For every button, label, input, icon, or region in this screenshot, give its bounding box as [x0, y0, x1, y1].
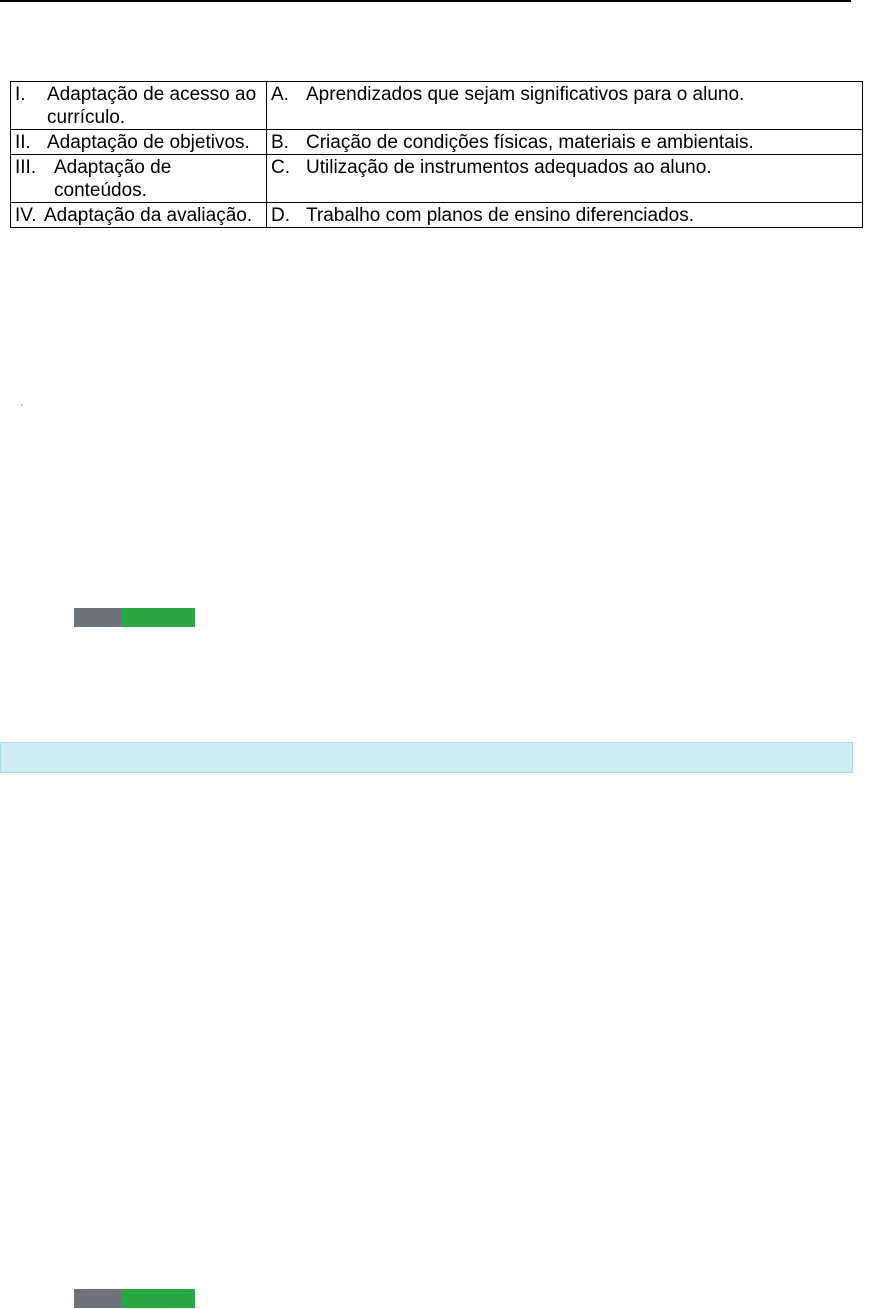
right-cell	[267, 82, 863, 130]
right-cell	[267, 203, 863, 228]
matching-table	[10, 81, 863, 228]
item-text: Criação de condições físicas, materiais e ambientais.	[306, 132, 754, 153]
left-cell	[11, 203, 267, 228]
progress-segment-green	[121, 1289, 195, 1308]
item-text: Adaptação de objetivos.	[47, 132, 250, 153]
progress-bar	[74, 1289, 195, 1308]
progress-bar	[74, 608, 195, 627]
left-cell	[11, 82, 267, 130]
table-row	[11, 130, 863, 155]
item-text: Adaptação de conteúdos.	[54, 157, 172, 201]
item-text: Trabalho com planos de ensino diferenciados.	[306, 205, 694, 226]
item-letter: D.	[271, 205, 290, 226]
table-row	[11, 82, 863, 130]
item-number: II.	[15, 132, 31, 153]
right-cell	[267, 130, 863, 155]
item-text: Aprendizados que sejam significativos para o aluno.	[306, 84, 745, 105]
table-row	[11, 203, 863, 228]
item-letter: B.	[271, 132, 289, 153]
item-text: Utilização de instrumentos adequados ao aluno.	[306, 157, 712, 178]
progress-segment-green	[121, 608, 195, 627]
progress-segment-gray	[74, 608, 121, 627]
item-text: Adaptação de acesso ao currículo.	[47, 84, 257, 128]
item-letter: C.	[271, 157, 290, 178]
top-rule	[0, 0, 851, 2]
stray-mark	[21, 404, 23, 406]
item-letter: A.	[271, 84, 289, 105]
item-text: Adaptação da avaliação.	[44, 205, 253, 226]
item-number: I.	[15, 84, 26, 105]
left-cell	[11, 130, 267, 155]
right-cell	[267, 155, 863, 203]
progress-segment-gray	[74, 1289, 121, 1308]
item-number: III.	[15, 157, 37, 178]
table-row	[11, 155, 863, 203]
info-bar	[0, 742, 853, 773]
item-number: IV.	[15, 205, 37, 226]
left-cell	[11, 155, 267, 203]
